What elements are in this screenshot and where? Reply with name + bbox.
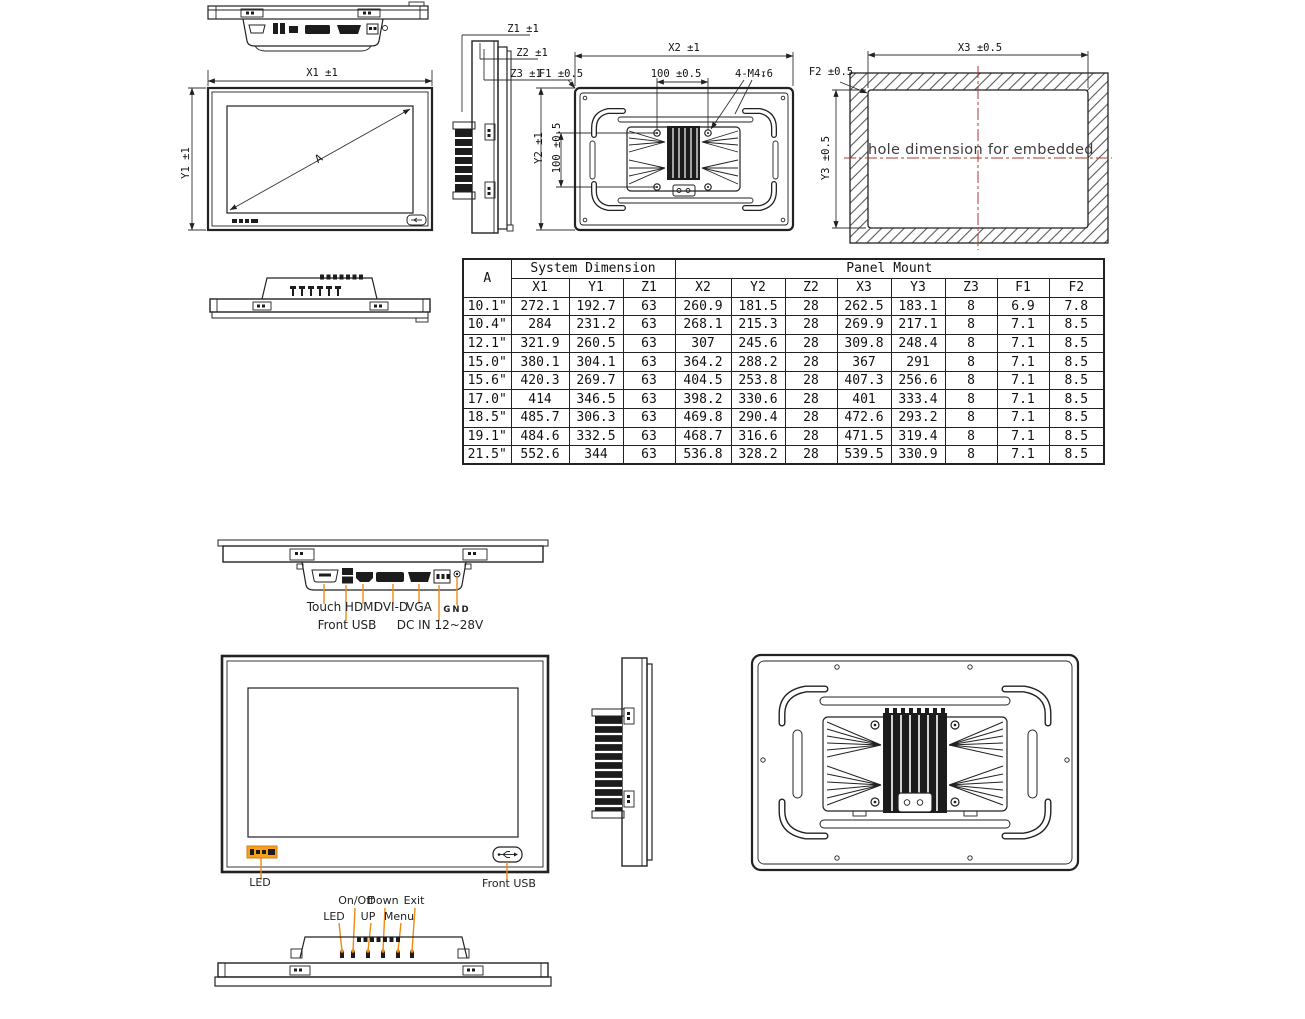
front-usb-port [342, 568, 353, 584]
value-cell: 420.3 [511, 371, 569, 390]
embedded-caption: hole dimension for embedded [868, 142, 1094, 158]
front-view-bottom [218, 650, 552, 892]
value-cell: 407.3 [837, 371, 891, 390]
value-cell: 484.6 [511, 427, 569, 446]
dim-f1-label: F1 ±0.5 [538, 68, 584, 80]
front-leader-lines [261, 858, 507, 880]
column-header: X1 [511, 278, 569, 297]
value-cell: 472.6 [837, 409, 891, 428]
value-cell: 217.1 [891, 316, 945, 335]
front-view-drawing [120, 60, 450, 242]
column-header: Z1 [623, 278, 675, 297]
value-cell: 260.9 [675, 297, 731, 316]
value-cell: 346.5 [569, 390, 623, 409]
value-cell: 8.5 [1049, 446, 1104, 465]
value-cell: 344 [569, 446, 623, 465]
heatsink-side [453, 122, 475, 199]
value-cell: 316.6 [731, 427, 785, 446]
front-usb-io-label: Front USB [317, 618, 377, 632]
bottom-profile-view [200, 272, 440, 324]
column-header: Z2 [785, 278, 837, 297]
value-cell: 7.1 [997, 409, 1049, 428]
size-cell: 10.1" [463, 297, 511, 316]
value-cell: 8 [945, 334, 997, 353]
value-cell: 469.8 [675, 409, 731, 428]
dim-vesa-h-label: 100 ±0.5 [650, 68, 702, 80]
heatsink-assembly-bottom [823, 708, 1007, 816]
value-cell: 306.3 [569, 409, 623, 428]
value-cell: 260.5 [569, 334, 623, 353]
column-header: Y3 [891, 278, 945, 297]
value-cell: 7.1 [997, 427, 1049, 446]
dim-y3-label: Y3 ±0.5 [820, 135, 832, 181]
io-connectors-silhouette [249, 23, 388, 34]
osd-led-label: LED [323, 910, 345, 923]
value-cell: 8.5 [1049, 334, 1104, 353]
front-usb-icon [407, 215, 426, 225]
diagonal-size-label: A [312, 151, 326, 166]
value-cell: 63 [623, 446, 675, 465]
size-cell: 21.5" [463, 446, 511, 465]
value-cell: 290.4 [731, 409, 785, 428]
value-cell: 181.5 [731, 297, 785, 316]
value-cell: 28 [785, 334, 837, 353]
column-header: Y1 [569, 278, 623, 297]
value-cell: 63 [623, 297, 675, 316]
value-cell: 256.6 [891, 371, 945, 390]
dim-vesa-v-label: 100 ±0.5 [551, 122, 563, 174]
table-row [463, 427, 1104, 446]
value-cell: 272.1 [511, 297, 569, 316]
value-cell: 328.2 [731, 446, 785, 465]
header-size: A [463, 259, 511, 297]
value-cell: 8 [945, 316, 997, 335]
value-cell: 7.1 [997, 353, 1049, 372]
value-cell: 8.5 [1049, 390, 1104, 409]
dvi-port [376, 572, 404, 582]
value-cell: 8.5 [1049, 316, 1104, 335]
gnd-screw [454, 571, 460, 577]
column-header: X3 [837, 278, 891, 297]
value-cell: 215.3 [731, 316, 785, 335]
value-cell: 288.2 [731, 353, 785, 372]
rear-view-bottom [748, 650, 1082, 874]
value-cell: 248.4 [891, 334, 945, 353]
value-cell: 7.1 [997, 371, 1049, 390]
value-cell: 552.6 [511, 446, 569, 465]
power-connector-bottom [898, 793, 932, 812]
value-cell: 485.7 [511, 409, 569, 428]
value-cell: 269.7 [569, 371, 623, 390]
value-cell: 192.7 [569, 297, 623, 316]
value-cell: 7.8 [1049, 297, 1104, 316]
display-area-bottom [248, 688, 518, 837]
value-cell: 28 [785, 297, 837, 316]
table-row [463, 390, 1104, 409]
touch-serial-port [312, 570, 338, 582]
led-strip-icon [232, 219, 258, 223]
osd-exit-label: Exit [403, 894, 425, 907]
osd-onoff-label: On/Off [338, 894, 374, 907]
osd-buttons-small [290, 286, 341, 296]
value-cell: 63 [623, 371, 675, 390]
dim-f2-label: F2 ±0.5 [808, 66, 854, 78]
dc-in-terminal [434, 570, 450, 583]
value-cell: 414 [511, 390, 569, 409]
value-cell: 8.5 [1049, 353, 1104, 372]
value-cell: 332.5 [569, 427, 623, 446]
dim-z3-label: Z3 ±1 [510, 68, 542, 80]
value-cell: 28 [785, 371, 837, 390]
size-cell: 17.0" [463, 390, 511, 409]
column-header: X2 [675, 278, 731, 297]
side-view-bottom [585, 645, 665, 877]
value-cell: 293.2 [891, 409, 945, 428]
value-cell: 319.4 [891, 427, 945, 446]
value-cell: 63 [623, 316, 675, 335]
size-cell: 18.5" [463, 409, 511, 428]
table-row [463, 371, 1104, 390]
value-cell: 7.1 [997, 316, 1049, 335]
header-panel-mount: Panel Mount [675, 259, 1104, 278]
value-cell: 8 [945, 390, 997, 409]
heatsink-assembly [627, 126, 740, 191]
value-cell: 28 [785, 427, 837, 446]
dimension-table [462, 258, 1105, 465]
vga-label: VGA [406, 600, 432, 614]
table-row [463, 409, 1104, 428]
value-cell: 8.5 [1049, 371, 1104, 390]
header-system-dimension: System Dimension [511, 259, 675, 278]
value-cell: 536.8 [675, 446, 731, 465]
size-cell: 10.4" [463, 316, 511, 335]
size-cell: 19.1" [463, 427, 511, 446]
column-header: Z3 [945, 278, 997, 297]
led-strip [247, 846, 277, 858]
led-front-label: LED [249, 876, 271, 889]
value-cell: 8.5 [1049, 409, 1104, 428]
value-cell: 28 [785, 316, 837, 335]
value-cell: 7.1 [997, 446, 1049, 465]
dim-y1-label: Y1 ±1 [180, 147, 192, 179]
value-cell: 63 [623, 334, 675, 353]
value-cell: 63 [623, 390, 675, 409]
osd-buttons [340, 949, 414, 958]
dim-z1-label: Z1 ±1 [507, 23, 539, 35]
value-cell: 262.5 [837, 297, 891, 316]
value-cell: 330.9 [891, 446, 945, 465]
value-cell: 333.4 [891, 390, 945, 409]
column-header: F2 [1049, 278, 1104, 297]
value-cell: 398.2 [675, 390, 731, 409]
value-cell: 8 [945, 427, 997, 446]
value-cell: 7.1 [997, 334, 1049, 353]
table-row [463, 446, 1104, 465]
value-cell: 401 [837, 390, 891, 409]
touch-label: Touch [306, 600, 342, 614]
gnd-label: GND [443, 605, 471, 615]
value-cell: 307 [675, 334, 731, 353]
value-cell: 28 [785, 353, 837, 372]
value-cell: 8 [945, 409, 997, 428]
size-cell: 12.1" [463, 334, 511, 353]
value-cell: 6.9 [997, 297, 1049, 316]
value-cell: 304.1 [569, 353, 623, 372]
front-usb-front-label: Front USB [482, 877, 536, 890]
value-cell: 8 [945, 371, 997, 390]
value-cell: 309.8 [837, 334, 891, 353]
value-cell: 28 [785, 409, 837, 428]
value-cell: 8.5 [1049, 427, 1104, 446]
dvi-label: DVI-D [373, 600, 409, 614]
table-row [463, 353, 1104, 372]
dim-y2-label: Y2 ±1 [533, 132, 545, 164]
hdmi-label: HDMI [344, 600, 378, 614]
value-cell: 268.1 [675, 316, 731, 335]
value-cell: 380.1 [511, 353, 569, 372]
size-cell: 15.0" [463, 353, 511, 372]
dim-x3-label: X3 ±0.5 [957, 42, 1003, 54]
value-cell: 284 [511, 316, 569, 335]
top-profile-view [185, 2, 440, 60]
value-cell: 364.2 [675, 353, 731, 372]
value-cell: 63 [623, 409, 675, 428]
value-cell: 28 [785, 390, 837, 409]
value-cell: 245.6 [731, 334, 785, 353]
size-cell: 15.6" [463, 371, 511, 390]
vesa-thread-label: 4-M4↧6 [735, 68, 773, 80]
table-row [463, 316, 1104, 335]
hdmi-port [356, 572, 373, 582]
value-cell: 7.1 [997, 390, 1049, 409]
column-header: Y2 [731, 278, 785, 297]
osd-up-label: UP [360, 910, 376, 923]
value-cell: 183.1 [891, 297, 945, 316]
value-cell: 471.5 [837, 427, 891, 446]
column-header: F1 [997, 278, 1049, 297]
value-cell: 63 [623, 427, 675, 446]
value-cell: 404.5 [675, 371, 731, 390]
value-cell: 269.9 [837, 316, 891, 335]
value-cell: 468.7 [675, 427, 731, 446]
value-cell: 28 [785, 446, 837, 465]
table-row [463, 334, 1104, 353]
value-cell: 253.8 [731, 371, 785, 390]
value-cell: 539.5 [837, 446, 891, 465]
dc-in-label: DC IN 12~28V [396, 618, 484, 632]
osd-menu-label: Menu [383, 910, 415, 923]
heatsink-side-bottom [592, 709, 624, 818]
dim-z2-label: Z2 ±1 [516, 47, 548, 59]
vga-port [408, 572, 431, 582]
value-cell: 8 [945, 353, 997, 372]
value-cell: 330.6 [731, 390, 785, 409]
value-cell: 63 [623, 353, 675, 372]
value-cell: 291 [891, 353, 945, 372]
value-cell: 367 [837, 353, 891, 372]
dim-x2-label: X2 ±1 [668, 42, 700, 54]
table-row [463, 297, 1104, 316]
value-cell: 8 [945, 297, 997, 316]
dim-x1-label: X1 ±1 [306, 67, 338, 79]
value-cell: 8 [945, 446, 997, 465]
value-cell: 321.9 [511, 334, 569, 353]
front-usb-flap [493, 847, 522, 862]
value-cell: 231.2 [569, 316, 623, 335]
osd-down-label: Down [367, 894, 399, 907]
